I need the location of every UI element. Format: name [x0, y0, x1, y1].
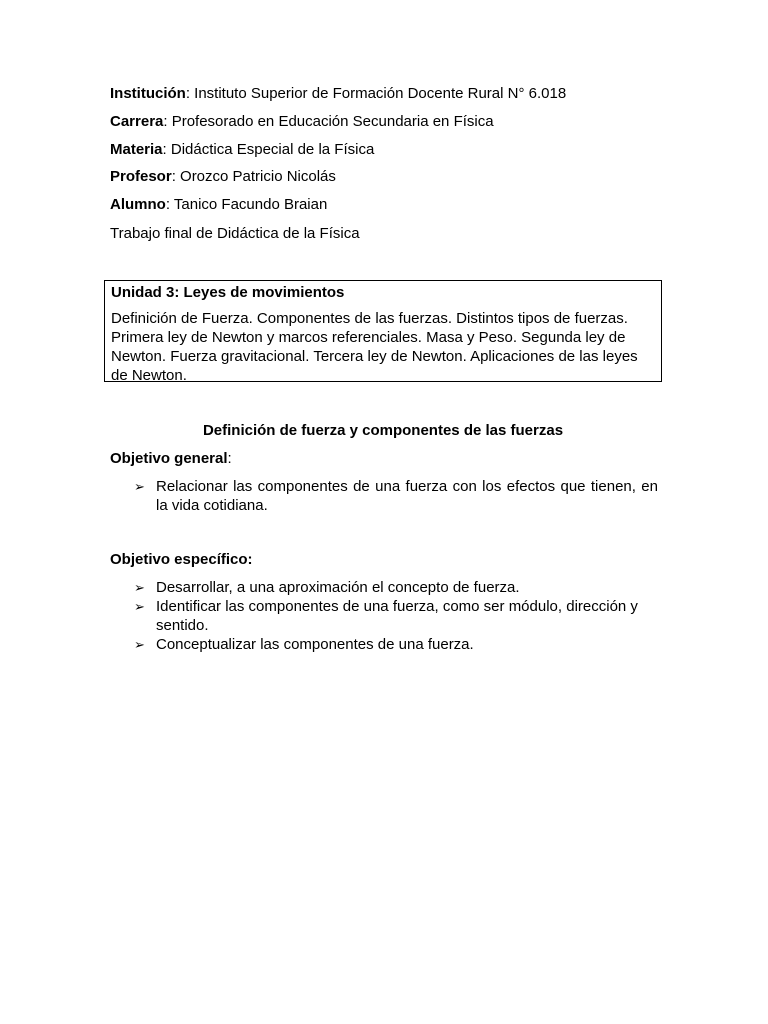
arrowhead-bullet-icon: ➢ [134, 479, 145, 494]
list-item-text: Identificar las componentes de una fuerza, como ser módulo, dirección y sentido. [156, 598, 638, 634]
list-item [134, 578, 658, 597]
carrera-value: : Profesorado en Educación Secundaria en Física [163, 113, 494, 130]
objetivo-general-heading [110, 449, 232, 469]
list-item-text: Desarrollar, a una aproximación el concepto de fuerza. [156, 579, 520, 596]
objetivo-especifico-list [134, 578, 658, 654]
objetivo-especifico-heading: Objetivo específico: [110, 551, 253, 568]
alumno-line [110, 195, 327, 215]
materia-line [110, 140, 374, 160]
objetivo-general-colon: : [227, 450, 232, 467]
profesor-line [110, 167, 336, 187]
unit-title: Unidad 3: Leyes de movimientos [111, 284, 345, 301]
unit-box [104, 280, 662, 382]
objetivo-general-list [134, 477, 658, 515]
institucion-label: Institución [110, 85, 186, 102]
list-item-text: Conceptualizar las componentes de una fuerza. [156, 636, 474, 653]
materia-value: : Didáctica Especial de la Física [162, 141, 375, 158]
objetivo-general-label: Objetivo general [110, 450, 228, 467]
unit-description: Definición de Fuerza. Componentes de las fuerzas. Distintos tipos de fuerzas. Primera ley de Newton y marcos referenciales. Masa y Peso. Segunda ley de Newton. Fuerza gravitacional. Tercera ley de Newton. Aplicaciones de las leyes de Newton. [111, 310, 638, 384]
list-item-text: Relacionar las componentes de una fuerza con los efectos que tienen, en la vida cotidiana. [156, 478, 658, 514]
materia-label: Materia [110, 141, 163, 158]
profesor-value: : Orozco Patricio Nicolás [171, 168, 336, 185]
arrowhead-bullet-icon: ➢ [134, 637, 145, 652]
institucion-line [110, 84, 566, 104]
carrera-line [110, 112, 494, 132]
list-item [134, 597, 658, 635]
list-item [134, 635, 658, 654]
section-title: Definición de fuerza y componentes de las fuerzas [202, 422, 564, 439]
list-item [134, 477, 658, 515]
arrowhead-bullet-icon: ➢ [134, 580, 145, 595]
institucion-value: : Instituto Superior de Formación Docente Rural N° 6.018 [185, 85, 567, 102]
trabajo-line: Trabajo final de Didáctica de la Física [110, 225, 360, 242]
alumno-value: : Tanico Facundo Braian [165, 196, 328, 213]
carrera-label: Carrera [110, 113, 164, 130]
alumno-label: Alumno [110, 196, 166, 213]
profesor-label: Profesor [110, 168, 172, 185]
arrowhead-bullet-icon: ➢ [134, 599, 145, 614]
